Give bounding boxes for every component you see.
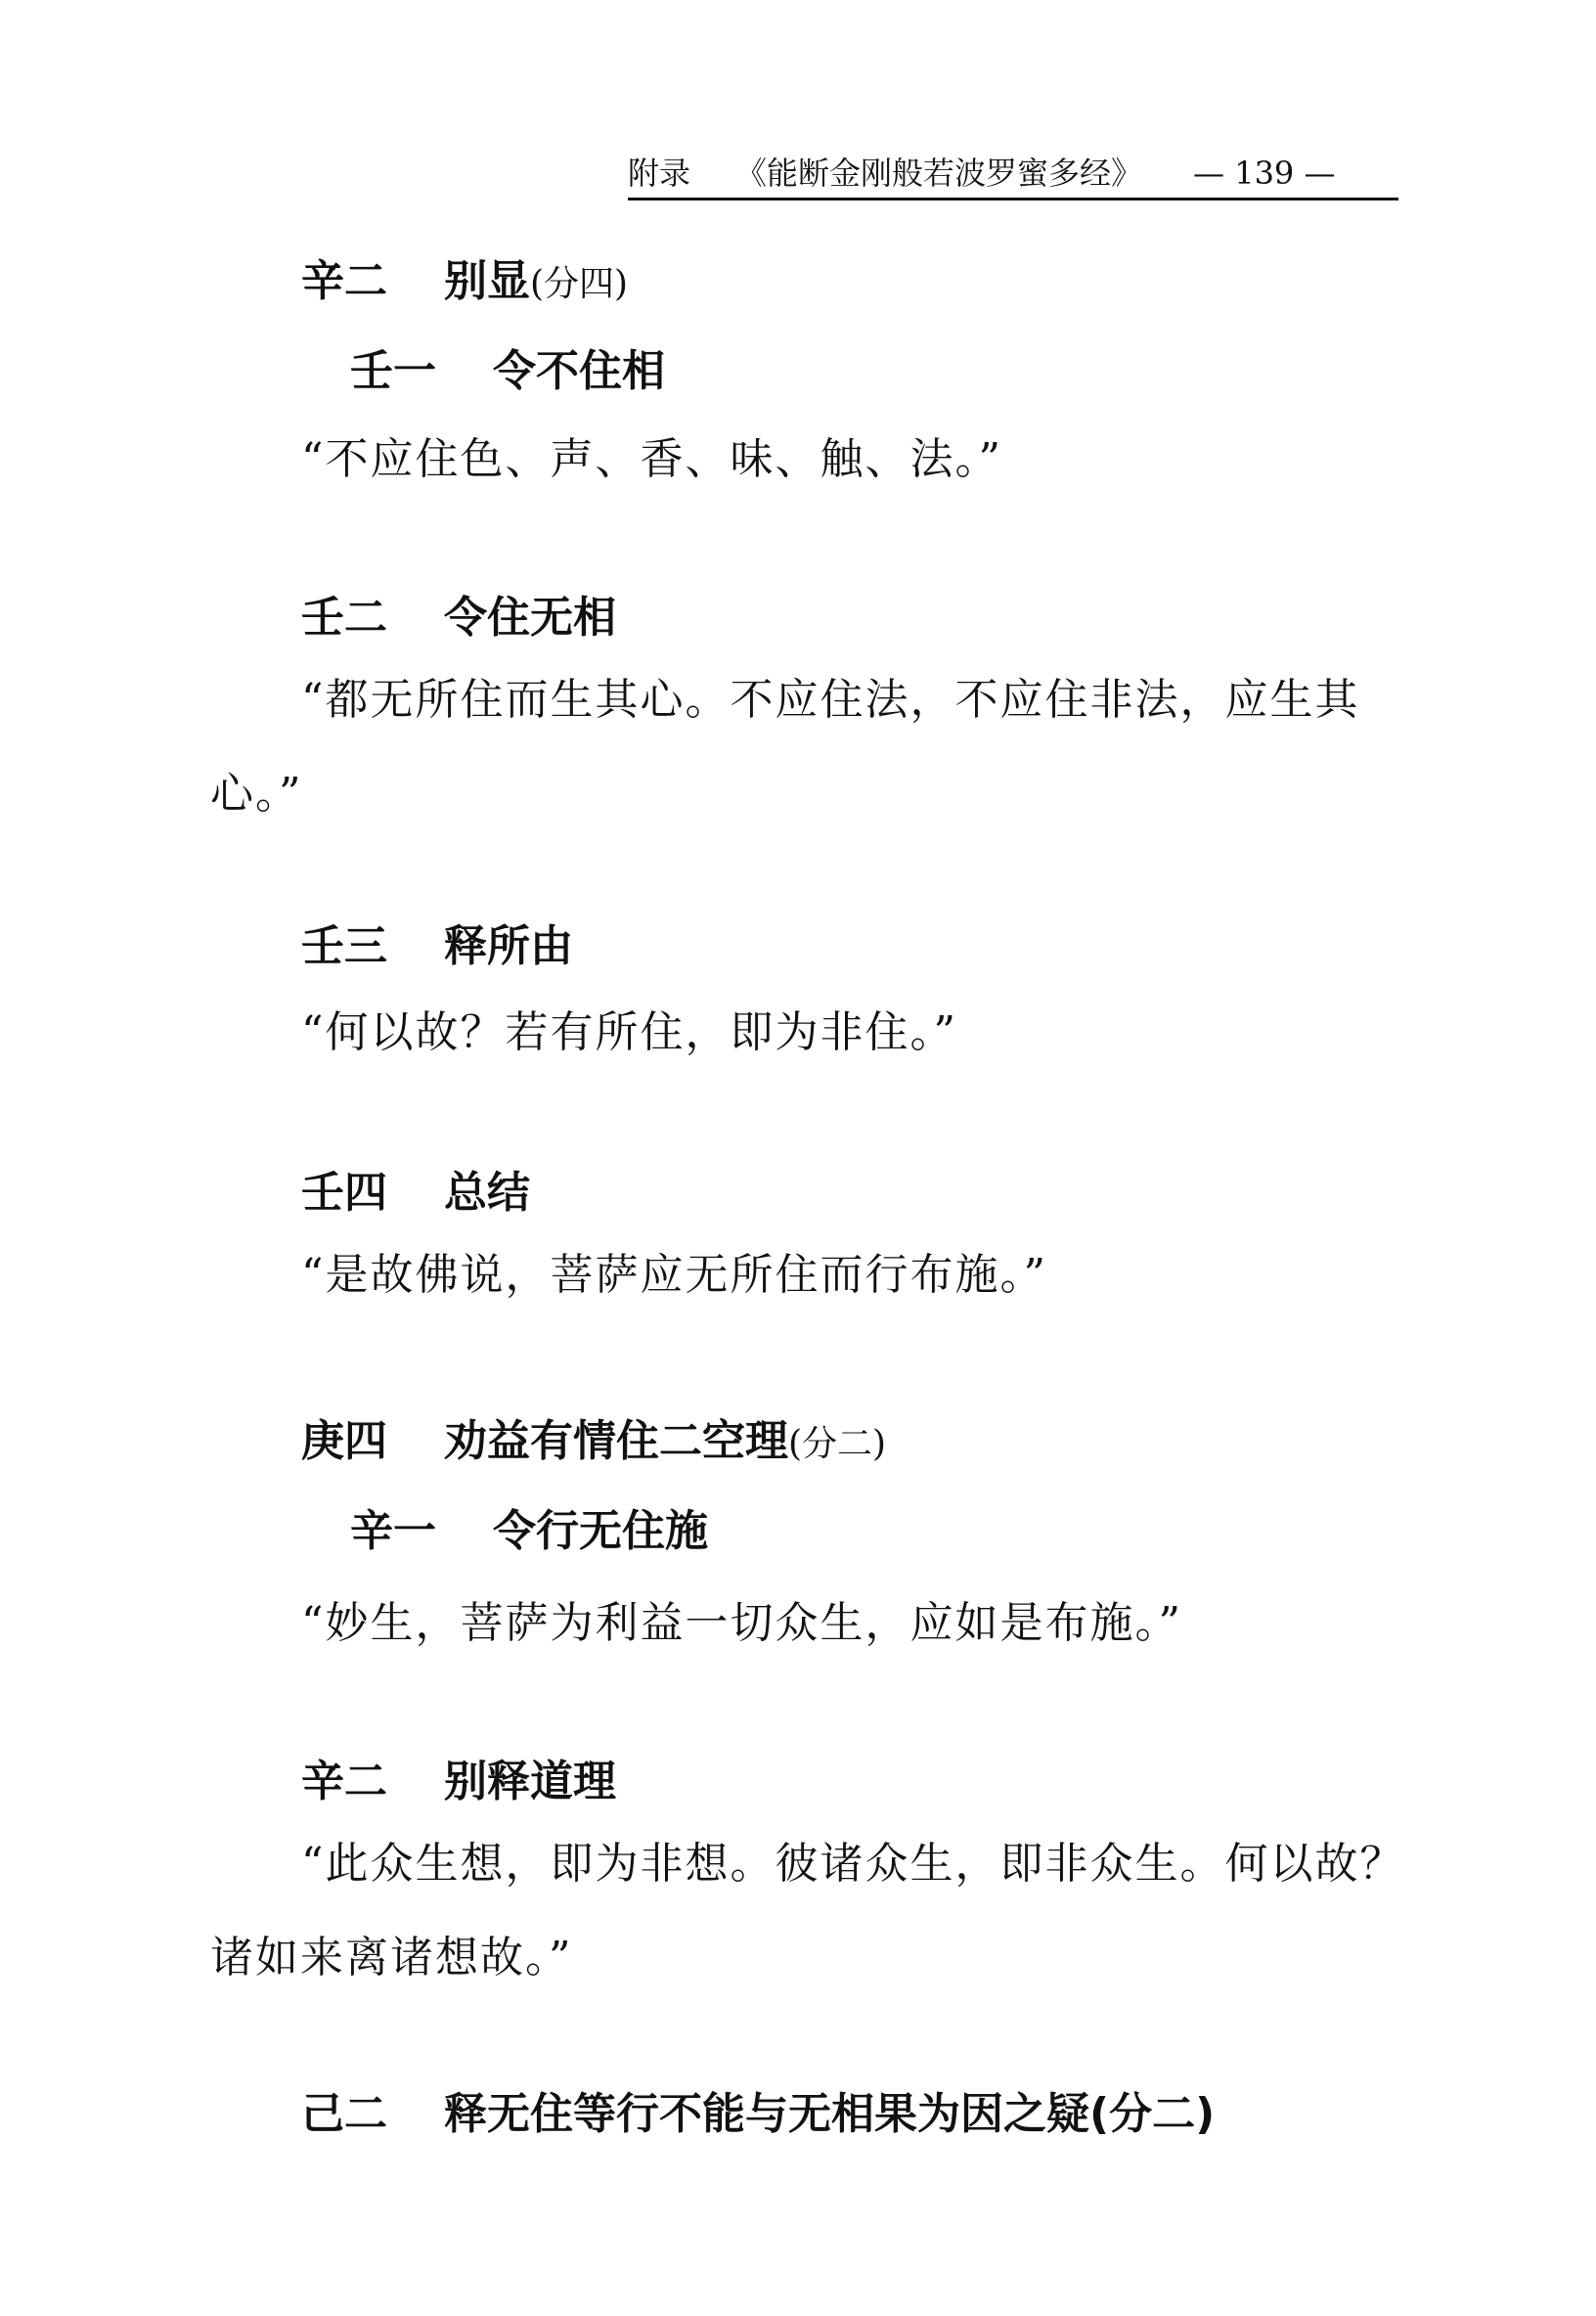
- heading-subtitle: (分四): [530, 264, 629, 304]
- quote-paragraph: “不应住色、声、香、味、触、法。”: [301, 434, 1002, 484]
- heading-label: 己二: [301, 2089, 387, 2139]
- heading-ren3: [301, 917, 573, 976]
- header-section: 附录: [628, 155, 691, 192]
- heading-label: 辛二: [301, 256, 387, 306]
- heading-title: 令行无住施: [493, 1506, 708, 1556]
- heading-label: 庚四: [301, 1416, 387, 1466]
- heading-subtitle: (分二): [788, 1424, 887, 1464]
- quote-paragraph: [210, 1817, 1413, 2005]
- heading-xin2-biexian: [301, 252, 628, 314]
- heading-title: 别显: [444, 256, 530, 306]
- heading-title: 总结: [444, 1168, 530, 1218]
- quote-text: “都无所住而生其心。不应住法，不应住非法，应生其心。”: [210, 675, 1360, 819]
- quote-paragraph: “何以故？若有所住，即为非住。”: [301, 1007, 957, 1057]
- heading-title: 劝益有情住二空理: [444, 1416, 788, 1466]
- quote-paragraph: “妙生，菩萨为利益一切众生，应如是布施。”: [301, 1598, 1182, 1648]
- heading-label: 壬二: [301, 593, 387, 643]
- heading-xin1: [350, 1502, 708, 1561]
- heading-label: 辛一: [350, 1506, 436, 1556]
- page-number: — 139 —: [1193, 155, 1336, 192]
- quote-paragraph: [210, 653, 1413, 841]
- heading-ren4: [301, 1164, 530, 1223]
- heading-title: 令不住相: [493, 346, 665, 396]
- quote-text: “此众生想，即为非想。彼诸众生，即非众生。何以故？诸如来离诸想故。”: [210, 1839, 1405, 1982]
- running-header: [628, 149, 1398, 200]
- heading-geng4: [301, 1412, 886, 1474]
- header-book-title: 《能断金刚般若波罗蜜多经》: [735, 155, 1143, 192]
- heading-subtitle: (分二): [1089, 2089, 1216, 2139]
- heading-label: 壬一: [350, 346, 436, 396]
- heading-label: 壬三: [301, 921, 387, 971]
- heading-title: 释无住等行不能与无相果为因之疑: [444, 2089, 1089, 2139]
- heading-xin2-bieshi: [301, 1753, 616, 1811]
- heading-title: 别释道理: [444, 1757, 616, 1806]
- heading-ji2: [301, 2085, 1215, 2144]
- heading-title: 释所由: [444, 921, 573, 971]
- heading-title: 令住无相: [444, 593, 616, 643]
- heading-ren2: [301, 589, 616, 647]
- heading-label: 辛二: [301, 1757, 387, 1806]
- heading-ren1: [350, 342, 665, 401]
- quote-paragraph: “是故佛说，菩萨应无所住而行布施。”: [301, 1250, 1047, 1300]
- heading-label: 壬四: [301, 1168, 387, 1218]
